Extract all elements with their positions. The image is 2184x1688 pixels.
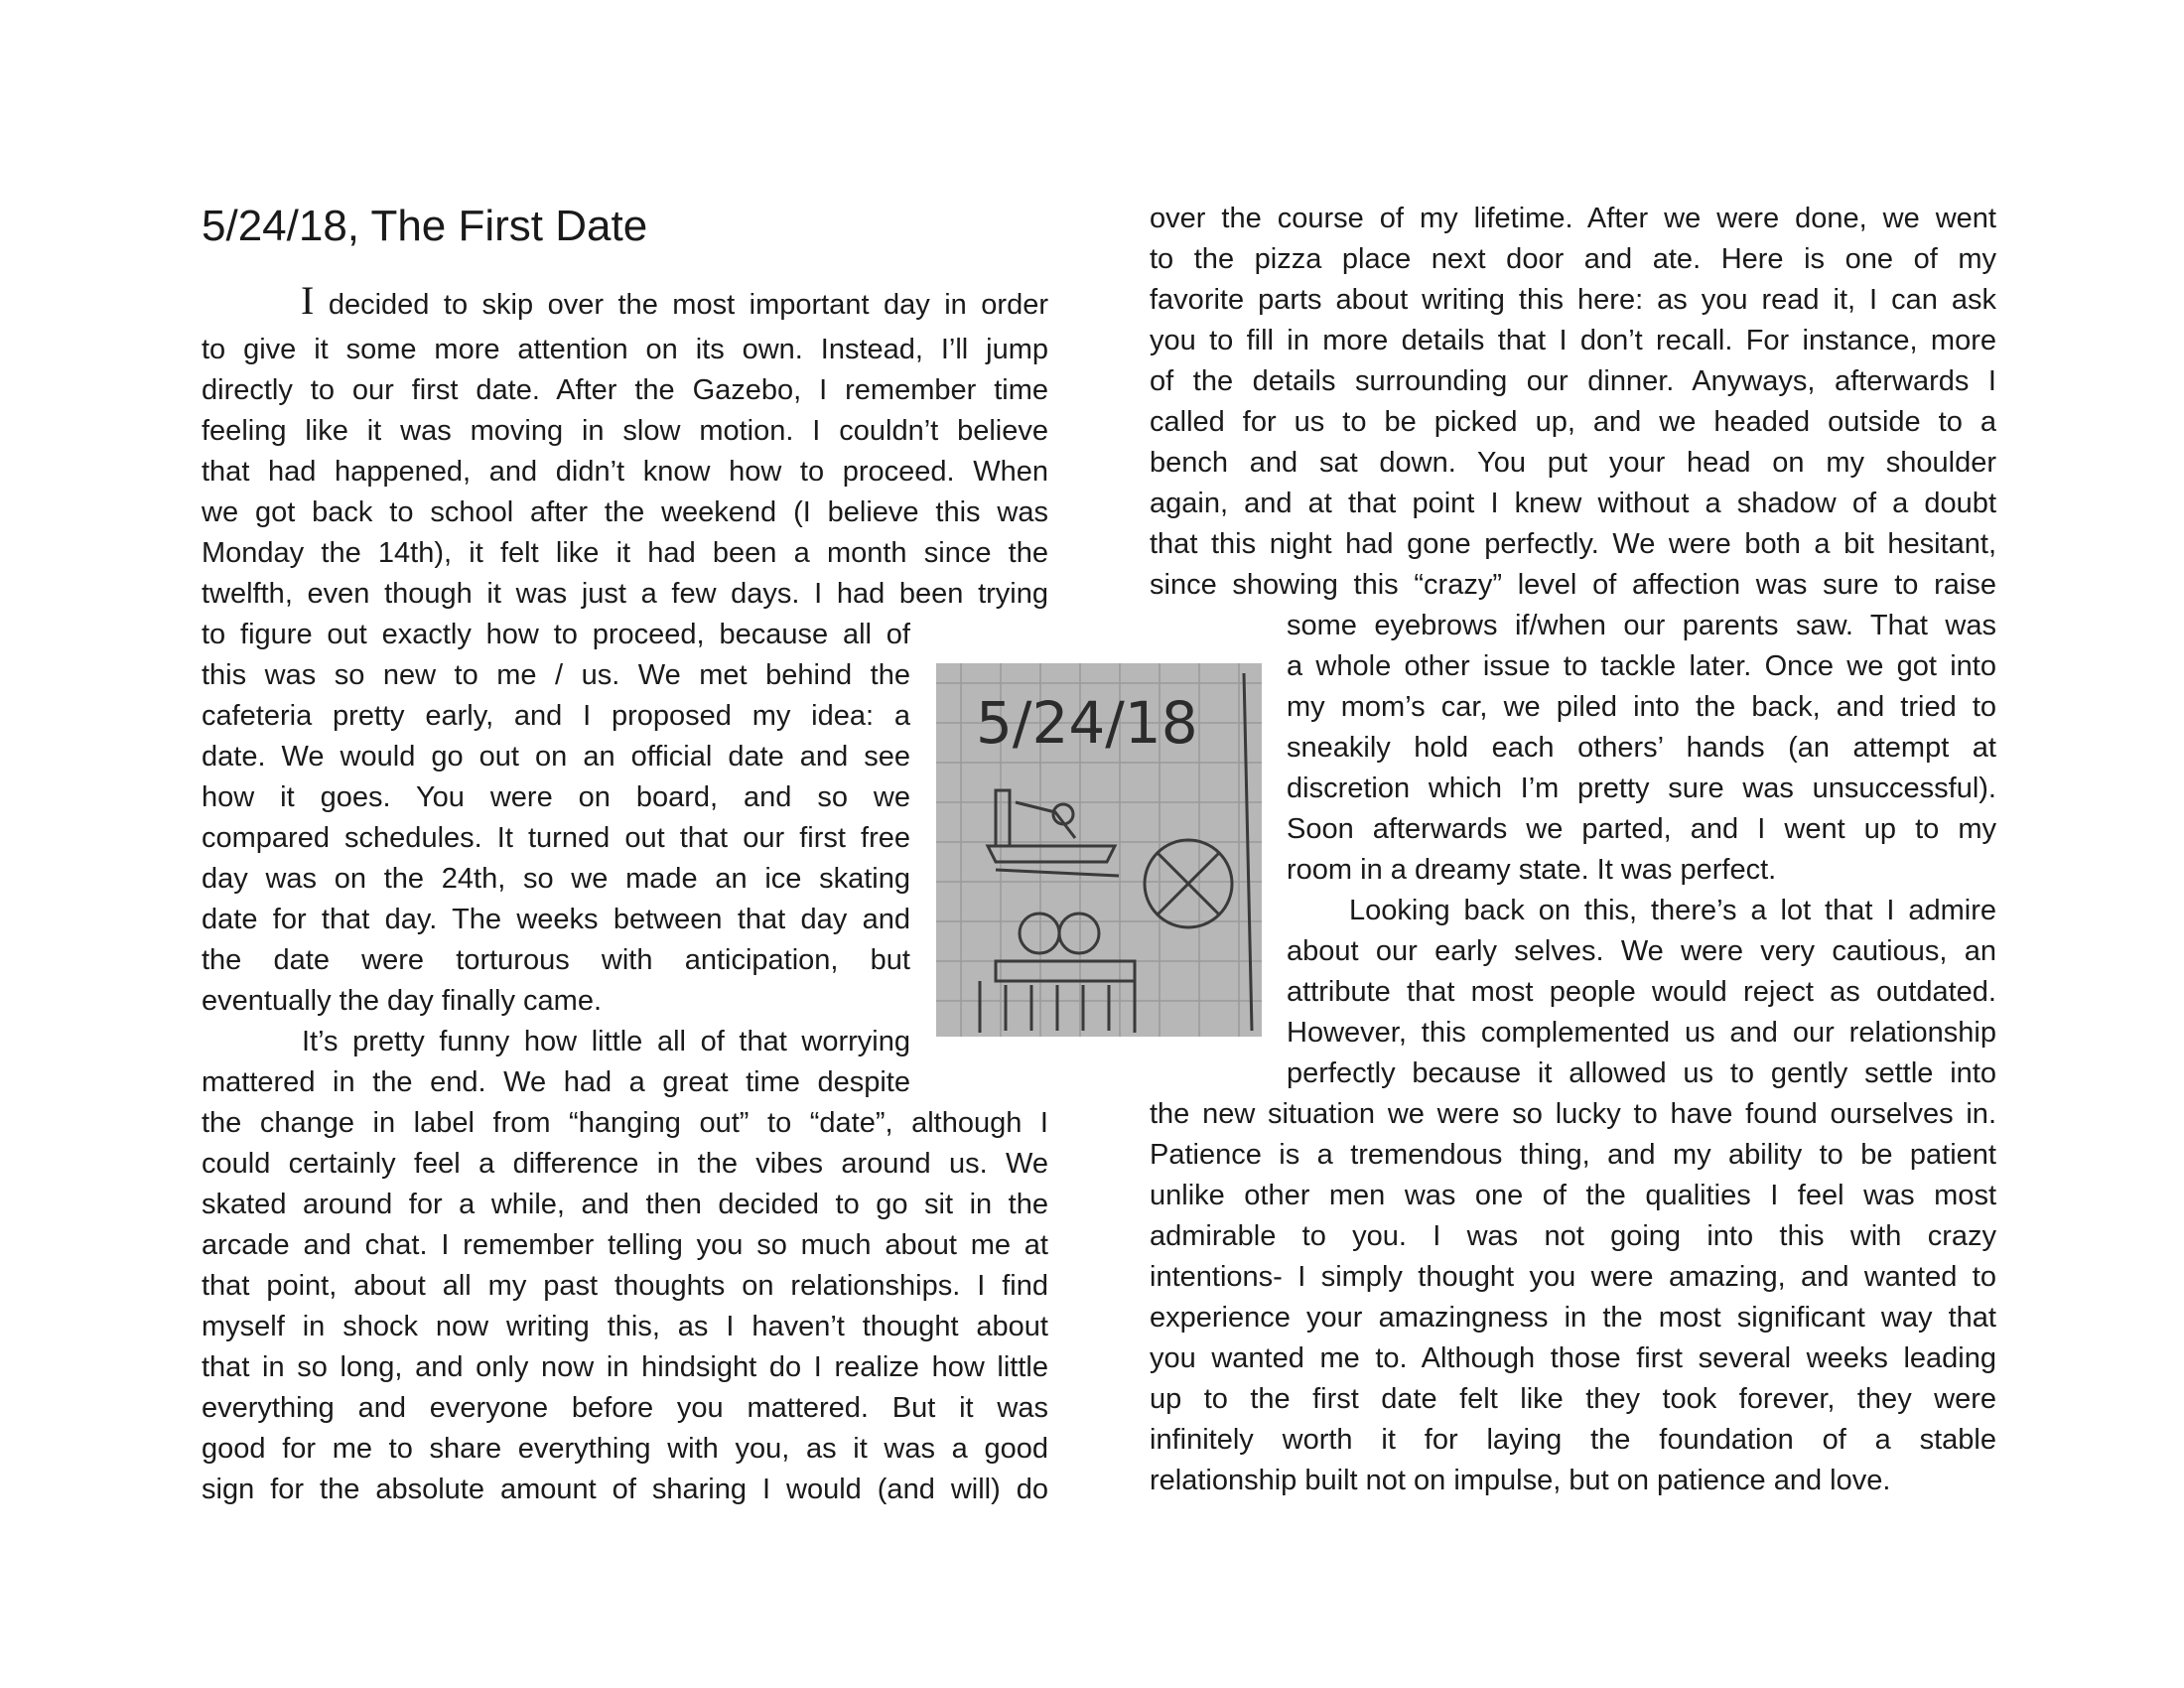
paragraph-1-first-line: I decided to skip over the most important day in order bbox=[301, 278, 1048, 323]
text-line: eventually the day finally came. bbox=[202, 985, 602, 1017]
text-line: my mom’s car, we piled into the back, and tried to bbox=[1287, 691, 1996, 723]
text-line: Looking back on this, there’s a lot that I admire bbox=[1349, 895, 1996, 926]
text-line: how it goes. You were on board, and so we bbox=[202, 781, 910, 813]
text-line: date. We would go out on an official date and see bbox=[202, 741, 910, 773]
text-line: attribute that most people would reject as outdated. bbox=[1287, 976, 1996, 1008]
text-line: directly to our first date. After the Gazebo, I remember time bbox=[202, 374, 1048, 406]
text-line: room in a dreamy state. It was perfect. bbox=[1287, 854, 1777, 886]
text-line: you to fill in more details that I don’t recall. For instance, more bbox=[1150, 325, 1996, 356]
hand-drawn-sketch bbox=[936, 663, 1262, 1037]
text-line: since showing this “crazy” level of affection was sure to raise bbox=[1150, 569, 1996, 601]
text-line: Monday the 14th), it felt like it had been a month since the bbox=[202, 537, 1048, 569]
text-line: arcade and chat. I remember telling you so much about me at bbox=[202, 1229, 1048, 1261]
text-line: Patience is a tremendous thing, and my ability to be patient bbox=[1150, 1139, 1996, 1171]
text-line: infinitely worth it for laying the foundation of a stable bbox=[1150, 1424, 1996, 1456]
text-line: the date were torturous with anticipation, but bbox=[202, 944, 910, 976]
text-line: However, this complemented us and our relationship bbox=[1287, 1017, 1996, 1049]
text-line: again, and at that point I knew without a shadow of a doubt bbox=[1150, 488, 1996, 519]
text-line: over the course of my lifetime. After we were done, we went bbox=[1150, 203, 1996, 234]
text-line: called for us to be picked up, and we headed outside to a bbox=[1150, 406, 1996, 438]
text-line: some eyebrows if/when our parents saw. That was bbox=[1287, 610, 1996, 641]
text-line: bench and sat down. You put your head on my shoulder bbox=[1150, 447, 1996, 479]
text-line: could certainly feel a difference in the vibes around us. We bbox=[202, 1148, 1048, 1180]
text-line: everything and everyone before you mattered. But it was bbox=[202, 1392, 1048, 1424]
text-line: that in so long, and only now in hindsight do I realize how little bbox=[202, 1351, 1048, 1383]
text-line: to figure out exactly how to proceed, because all of bbox=[202, 619, 910, 650]
text-line: skated around for a while, and then decided to go sit in the bbox=[202, 1189, 1048, 1220]
text-line: that point, about all my past thoughts on relationships. I find bbox=[202, 1270, 1048, 1302]
page-title: 5/24/18, The First Date bbox=[202, 202, 648, 250]
text-line: you wanted me to. Although those first several weeks leading bbox=[1150, 1342, 1996, 1374]
text-line: date for that day. The weeks between that day and bbox=[202, 904, 910, 935]
text-line: that this night had gone perfectly. We were both a bit hesitant, bbox=[1150, 528, 1996, 560]
text-line: unlike other men was one of the qualities I feel was most bbox=[1150, 1180, 1996, 1211]
sketch-date-label: 5/24/18 bbox=[976, 689, 1198, 757]
text-line: relationship built not on impulse, but on patience and love. bbox=[1150, 1465, 1891, 1496]
text-line: favorite parts about writing this here: as you read it, I can ask bbox=[1150, 284, 1996, 316]
text-line: feeling like it was moving in slow motion. I couldn’t believe bbox=[202, 415, 1048, 447]
text-line: sign for the absolute amount of sharing I would (and will) do bbox=[202, 1474, 1048, 1505]
text-line: intentions- I simply thought you were amazing, and wanted to bbox=[1150, 1261, 1996, 1293]
text-line: sneakily hold each others’ hands (an attempt at bbox=[1287, 732, 1996, 764]
text-line: good for me to share everything with you, as it was a good bbox=[202, 1433, 1048, 1465]
drop-cap: I bbox=[301, 278, 315, 323]
text-line: the new situation we were so lucky to have found ourselves in. bbox=[1150, 1098, 1996, 1130]
text-line: up to the first date felt like they took forever, they were bbox=[1150, 1383, 1996, 1415]
text-line: to give it some more attention on its own. Instead, I’ll jump bbox=[202, 334, 1048, 365]
text-line: day was on the 24th, so we made an ice skating bbox=[202, 863, 910, 895]
text-line: myself in shock now writing this, as I haven’t thought about bbox=[202, 1311, 1048, 1342]
text-line: we got back to school after the weekend (I believe this was bbox=[202, 496, 1048, 528]
text-line: a whole other issue to tackle later. Once we got into bbox=[1287, 650, 1996, 682]
text-line: cafeteria pretty early, and I proposed my idea: a bbox=[202, 700, 910, 732]
text-line: admirable to you. I was not going into this with crazy bbox=[1150, 1220, 1996, 1252]
text-line: about our early selves. We were very cautious, an bbox=[1287, 935, 1996, 967]
text-line: to the pizza place next door and ate. Here is one of my bbox=[1150, 243, 1996, 275]
text-line: It’s pretty funny how little all of that worrying bbox=[302, 1026, 910, 1057]
text-line: compared schedules. It turned out that our first free bbox=[202, 822, 910, 854]
text-line: perfectly because it allowed us to gently settle into bbox=[1287, 1057, 1996, 1089]
text-line: mattered in the end. We had a great time despite bbox=[202, 1066, 910, 1098]
text-line: Soon afterwards we parted, and I went up to my bbox=[1287, 813, 1996, 845]
text-line: twelfth, even though it was just a few days. I had been trying bbox=[202, 578, 1048, 610]
text-line: that had happened, and didn’t know how to proceed. When bbox=[202, 456, 1048, 488]
text-line: of the details surrounding our dinner. Anyways, afterwards I bbox=[1150, 365, 1996, 397]
text-line: the change in label from “hanging out” to “date”, although I bbox=[202, 1107, 1048, 1139]
text-line: this was so new to me / us. We met behind the bbox=[202, 659, 910, 691]
text-line: experience your amazingness in the most significant way that bbox=[1150, 1302, 1996, 1334]
text-line: discretion which I’m pretty sure was unsuccessful). bbox=[1287, 773, 1996, 804]
